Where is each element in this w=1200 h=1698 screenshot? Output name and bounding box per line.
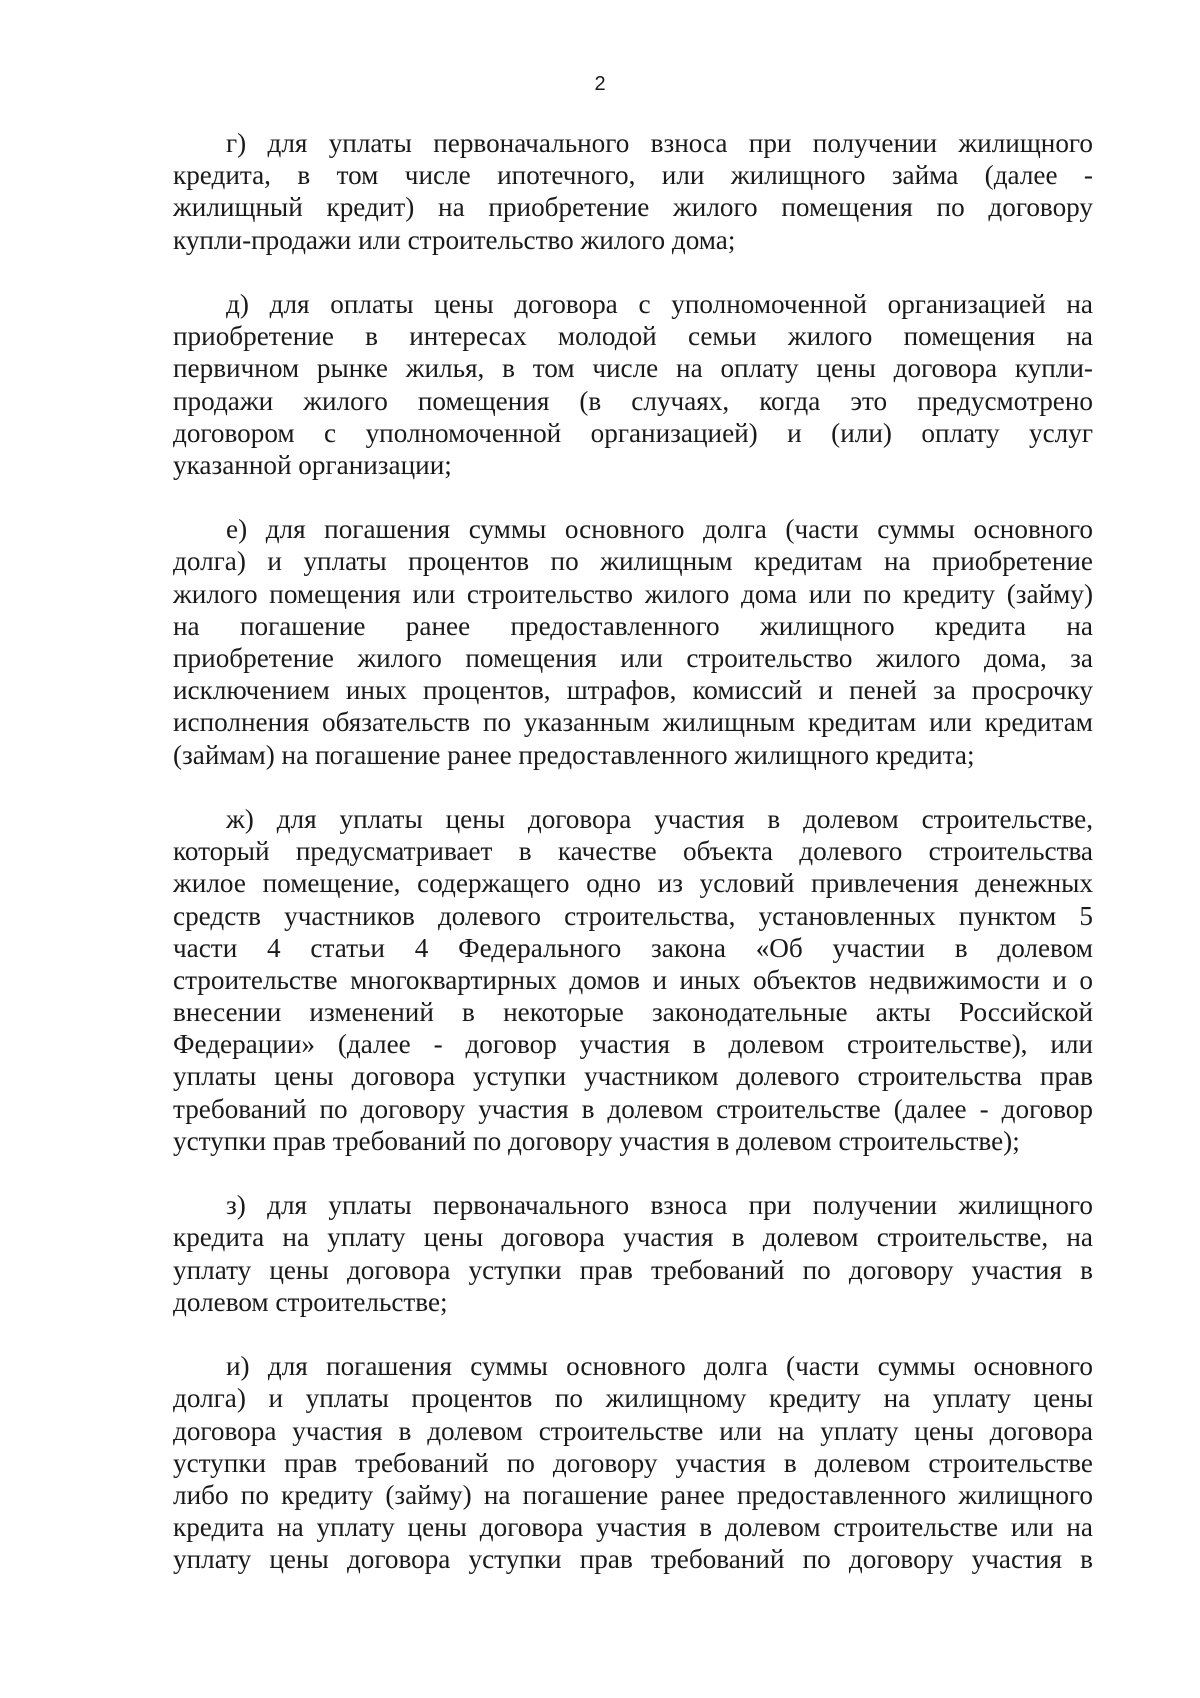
text-line: на погашение ранее предоставленного жилищного кредита на [173,610,1093,641]
paragraph-z [173,1189,1093,1318]
text-line: либо по кредиту (займу) на погашение ранее предоставленного жилищного [173,1479,1093,1510]
text-line: исполнения обязательств по указанным жилищным кредитам или кредитам [173,707,1093,738]
text-line: уступки прав требований по договору участия в долевом строительстве [173,1447,1093,1478]
text-line: долга) и уплаты процентов по жилищному кредиту на уплату цены [173,1383,1093,1414]
text-line: внесении изменений в некоторые законодательные акты Российской [173,997,1093,1028]
text-line: уплату цены договора уступки прав требований по договору участия в [173,1254,1093,1285]
text-line: договора участия в долевом строительстве или на уплату цены договора [173,1415,1093,1446]
text-line: средств участников долевого строительства, установленных пунктом 5 [173,900,1093,931]
text-line: уступки прав требований по договору участия в долевом строительстве); [173,1125,1020,1156]
text-line: е) для погашения суммы основного долга (части суммы основного [226,514,1093,545]
text-line: долевом строительстве; [173,1286,448,1317]
text-line: продажи жилого помещения (в случаях, когда это предусмотрено [173,385,1093,416]
text-line: кредита на уплату цены договора участия в долевом строительстве или на [173,1512,1093,1543]
text-line: исключением иных процентов, штрафов, комиссий и пеней за просрочку [173,675,1093,706]
text-line: Федерации» (далее - договор участия в долевом строительстве), или [173,1029,1093,1060]
paragraph-zh [173,803,1093,1157]
paragraph-g [173,127,1093,256]
text-line: жилое помещение, содержащего одно из условий привлечения денежных [173,868,1093,899]
text-line: приобретение жилого помещения или строительство жилого дома, за [173,643,1093,673]
text-line: кредита на уплату цены договора участия в долевом строительстве, на [173,1222,1093,1253]
text-line: уплату цены договора уступки прав требований по договору участия в [173,1544,1093,1575]
paragraph-i [173,1350,1093,1575]
text-line: (займам) на погашение ранее предоставленного жилищного кредита; [173,739,975,770]
text-line: договором с уполномоченной организацией) и (или) оплату услуг [173,417,1093,448]
text-line: указанной организации; [173,449,452,480]
text-line: долга) и уплаты процентов по жилищным кредитам на приобретение [173,546,1093,577]
text-line: купли-продажи или строительство жилого дома; [173,224,736,255]
text-line: уплаты цены договора уступки участником долевого строительства прав [173,1061,1093,1092]
document-body [173,127,1093,1608]
paragraph-d [173,288,1093,481]
text-line: который предусматривает в качестве объекта долевого строительства [173,836,1093,867]
paragraph-e [173,513,1093,771]
text-line: и) для погашения суммы основного долга (части суммы основного [226,1351,1093,1382]
text-line: з) для уплаты первоначального взноса при получении жилищного [226,1190,1093,1221]
text-line: жилого помещения или строительство жилого дома или по кредиту (займу) [173,578,1093,609]
text-line: ж) для уплаты цены договора участия в долевом строительстве, [226,803,1093,834]
text-line: д) для оплаты цены договора с уполномоченной организацией на [226,288,1093,319]
text-line: первичном рынке жилья, в том числе на оплату цены договора купли- [173,353,1093,384]
text-line: кредита, в том числе ипотечного, или жилищного займа (далее - [173,160,1093,191]
text-line: строительстве многоквартирных домов и иных объектов недвижимости и о [173,964,1093,995]
page-number: 2 [594,73,606,95]
text-line: приобретение в интересах молодой семьи жилого помещения на [173,321,1093,352]
text-line: жилищный кредит) на приобретение жилого помещения по договору [173,192,1093,223]
text-line: требований по договору участия в долевом строительстве (далее - договор [173,1093,1093,1124]
text-line: части 4 статьи 4 Федерального закона «Об участии в долевом [173,932,1093,963]
text-line: г) для уплаты первоначального взноса при получении жилищного [226,128,1093,158]
